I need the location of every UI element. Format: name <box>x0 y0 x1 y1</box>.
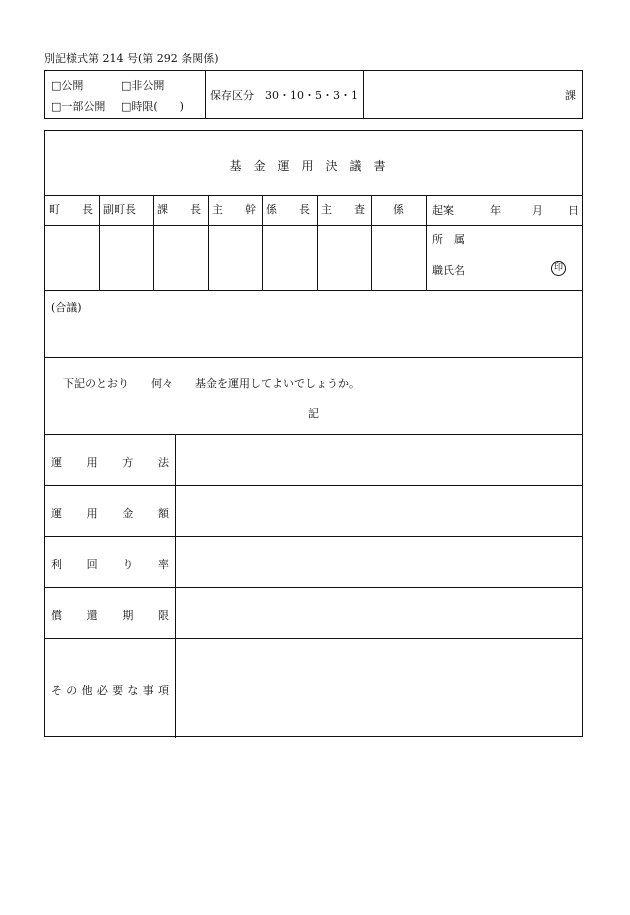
form-number-label: 別記様式第 214 号(第 292 条関係) <box>44 52 219 65</box>
rule <box>45 290 582 291</box>
day-label: 日 <box>568 204 579 217</box>
char: 事 <box>142 684 154 697</box>
char: 用 <box>86 507 98 520</box>
resolution-form <box>44 130 583 737</box>
row-label-amount <box>51 505 169 521</box>
char: 他 <box>81 684 93 697</box>
char: 方 <box>122 456 134 469</box>
approver-supervisor: 主 幹 <box>212 203 256 216</box>
retention-class: 保存区分 30・10・5・3・1 <box>210 89 358 102</box>
char: り <box>122 558 134 571</box>
row-label-method <box>51 454 169 470</box>
header-divider <box>205 71 206 118</box>
section-suffix: 課 <box>565 89 576 102</box>
char: の <box>66 684 78 697</box>
draft-date <box>426 195 582 225</box>
char: そ <box>51 684 62 697</box>
affiliation-label: 所 属 <box>432 233 465 246</box>
rule <box>45 587 582 588</box>
checkbox-nonpublic[interactable]: □非公開 <box>121 79 165 92</box>
row-label-other <box>51 682 169 698</box>
char: 額 <box>157 507 169 520</box>
char: 法 <box>157 456 169 469</box>
rule <box>45 434 582 435</box>
consultation-label: (合議) <box>51 301 82 314</box>
char: 回 <box>86 558 98 571</box>
char: な <box>127 684 139 697</box>
char: 用 <box>86 456 98 469</box>
row-label-yield <box>51 556 169 572</box>
approver-inspector: 主 査 <box>321 203 365 216</box>
char: 項 <box>157 684 169 697</box>
name-label: 職氏名 <box>432 264 465 277</box>
rule <box>45 638 582 639</box>
char: 償 <box>51 609 62 622</box>
rule <box>45 357 582 358</box>
char: 率 <box>157 558 169 571</box>
char: 必 <box>96 684 108 697</box>
char: 要 <box>112 684 124 697</box>
ki-heading: 記 <box>308 407 319 420</box>
approver-deputy-mayor: 副町長 <box>103 203 136 216</box>
approver-mayor: 町 長 <box>49 203 93 216</box>
row-label-redemption <box>51 607 169 623</box>
form-title: 基金運用決議書 <box>229 159 398 173</box>
seal-mark: 印 <box>551 261 566 276</box>
char: 運 <box>51 456 62 469</box>
resolution-text: 下記のとおり 何々 基金を運用してよいでしょうか。 <box>63 377 360 390</box>
char: 運 <box>51 507 62 520</box>
month-label: 月 <box>532 204 543 217</box>
checkbox-timed[interactable]: □時限( ) <box>121 100 184 113</box>
approver-staff: 係 <box>393 203 404 216</box>
char: 金 <box>122 507 134 520</box>
char: 還 <box>86 609 98 622</box>
rule <box>45 536 582 537</box>
approver-section-chief: 課 長 <box>157 203 201 216</box>
rule <box>45 225 582 226</box>
rule <box>175 434 176 738</box>
year-label: 年 <box>490 204 501 217</box>
checkbox-public[interactable]: □公開 <box>51 79 84 92</box>
disclosure-header <box>44 70 583 119</box>
rule <box>45 485 582 486</box>
checkbox-partial-public[interactable]: □一部公開 <box>51 100 106 113</box>
char: 限 <box>157 609 169 622</box>
draft-label: 起案 <box>432 204 454 217</box>
approver-unit-chief: 係 長 <box>266 203 310 216</box>
header-divider <box>363 71 364 118</box>
char: 利 <box>51 558 62 571</box>
char: 期 <box>122 609 134 622</box>
